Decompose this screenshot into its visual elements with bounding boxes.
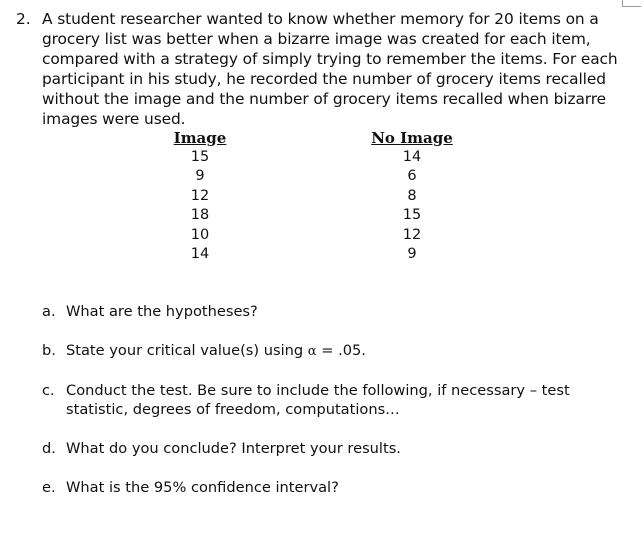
no-image-value: 15 bbox=[402, 207, 422, 224]
no-image-value: 12 bbox=[402, 226, 422, 243]
part-text-after: = .05. bbox=[316, 341, 366, 359]
image-column-header: Image bbox=[173, 129, 227, 147]
image-value: 15 bbox=[190, 149, 210, 165]
part-letter: a. bbox=[42, 303, 56, 320]
no-image-column bbox=[362, 128, 462, 264]
image-value: 14 bbox=[190, 246, 210, 263]
part-text bbox=[66, 341, 632, 361]
no-image-value: 9 bbox=[407, 246, 417, 263]
part-text: What do you conclude? Interpret your results. bbox=[66, 440, 401, 458]
part-text-before: State your critical value(s) using bbox=[66, 341, 308, 359]
image-value: 12 bbox=[190, 187, 210, 204]
image-value: 18 bbox=[190, 207, 210, 224]
part-d bbox=[42, 439, 632, 458]
image-value: 9 bbox=[195, 168, 205, 185]
no-image-value: 6 bbox=[407, 168, 417, 185]
part-text: What is the 95% confidence interval? bbox=[66, 479, 339, 497]
no-image-value: 14 bbox=[402, 149, 422, 165]
part-text: What are the hypotheses? bbox=[66, 303, 258, 320]
part-a bbox=[42, 302, 632, 321]
sub-questions bbox=[42, 302, 632, 517]
part-c bbox=[42, 381, 632, 420]
part-letter: b. bbox=[42, 341, 56, 359]
part-e bbox=[42, 478, 632, 497]
part-text: Conduct the test. Be sure to include the following, if necessary – test statistic, degrees of freedom, computations… bbox=[66, 381, 570, 419]
image-column bbox=[150, 128, 250, 264]
page-corner-mark bbox=[622, 0, 641, 7]
alpha-symbol: α bbox=[307, 343, 317, 359]
part-b bbox=[42, 341, 632, 361]
no-image-value: 8 bbox=[407, 187, 417, 204]
image-value: 10 bbox=[190, 226, 210, 243]
question-2 bbox=[16, 9, 626, 129]
part-letter: d. bbox=[42, 440, 56, 458]
no-image-column-header: No Image bbox=[371, 129, 453, 147]
part-letter: e. bbox=[42, 479, 56, 497]
question-text: A student researcher wanted to know whether memory for 20 items on a grocery list was better when a bizarre image was created for each item, compared with a strategy of simply trying to remember the items. For each participant in his study, he recorded the number of grocery items recalled without the image and the number of grocery items recalled when bizarre images were used. bbox=[42, 10, 618, 128]
question-number: 2. bbox=[16, 10, 31, 28]
part-letter: c. bbox=[42, 381, 55, 399]
